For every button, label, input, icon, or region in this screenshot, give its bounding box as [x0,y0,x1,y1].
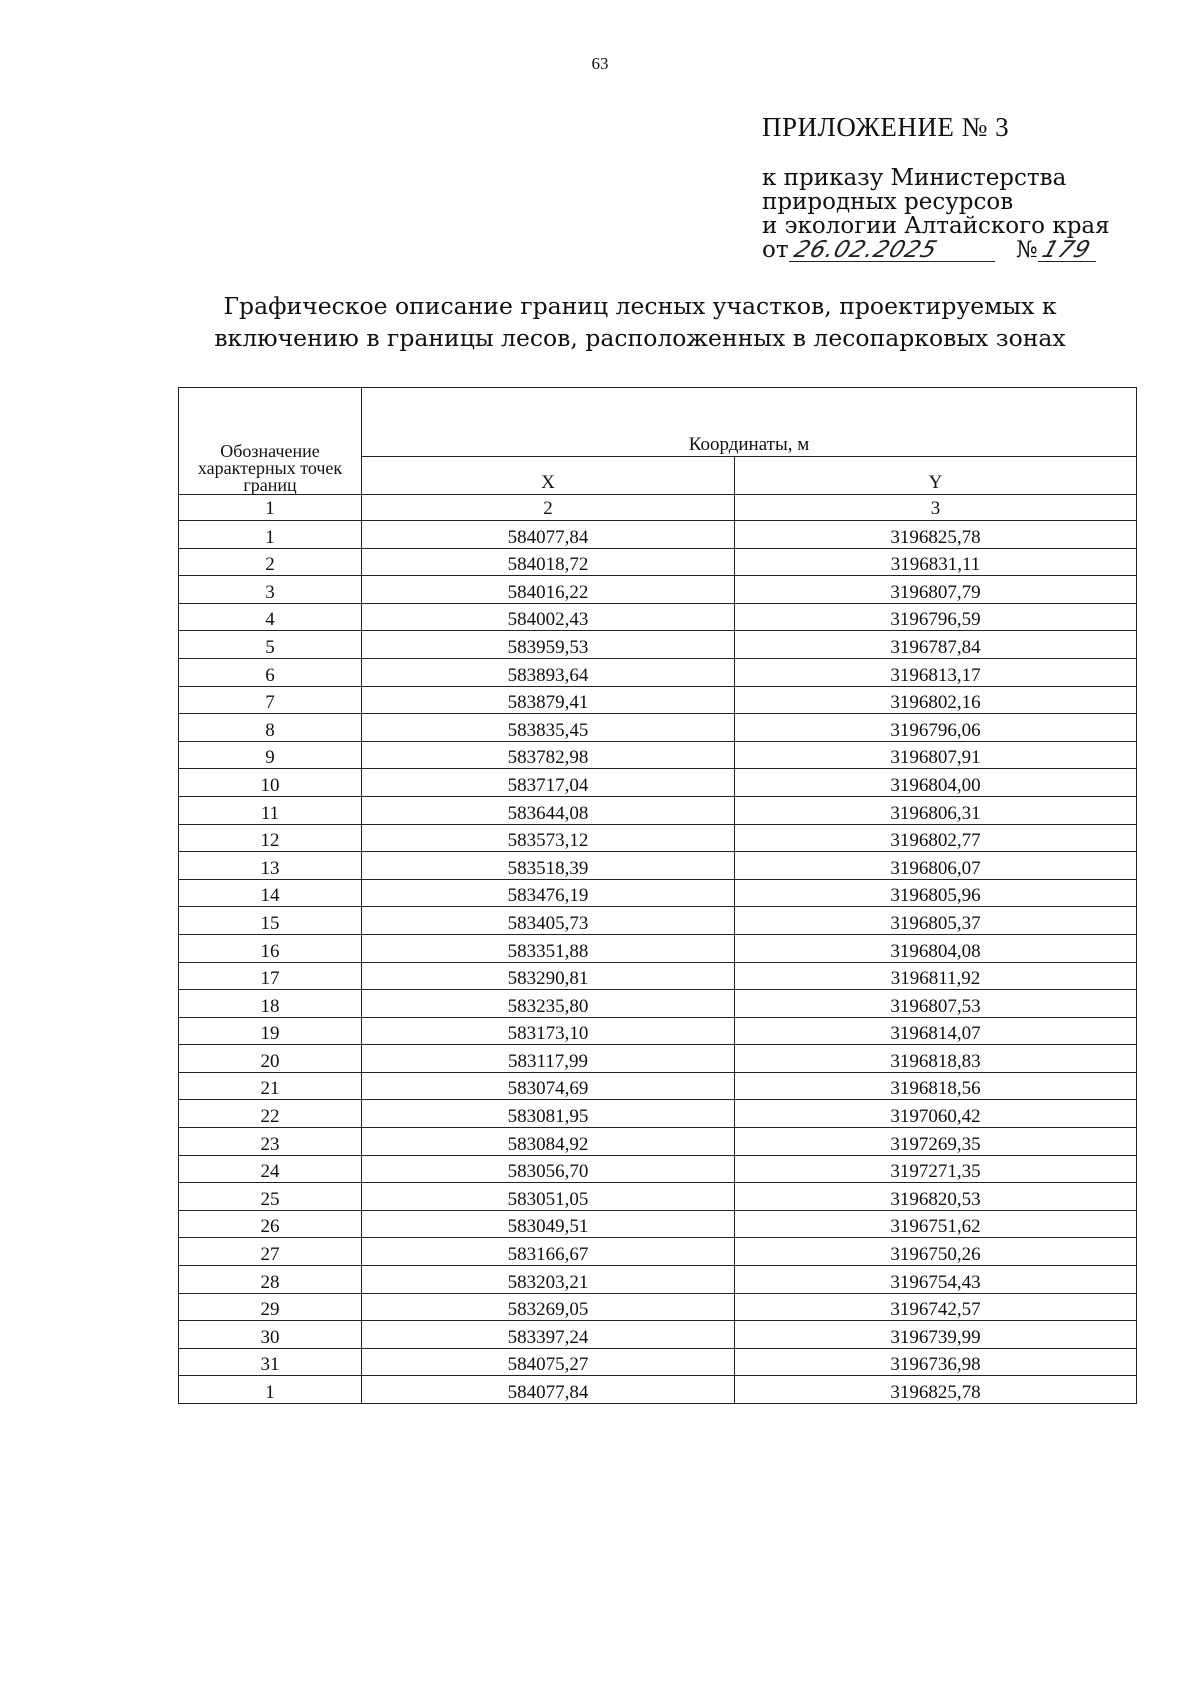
x-coordinate-cell: 584077,84 [362,1376,735,1404]
y-coordinate-cell: 3196750,26 [735,1238,1137,1266]
point-id-cell: 30 [179,1321,362,1349]
table-row [179,631,1137,659]
table-row [179,824,1137,852]
order-reference [762,166,1110,262]
x-coordinate-cell: 583117,99 [362,1045,735,1073]
x-coordinate-cell: 583074,69 [362,1072,735,1100]
x-coordinate-cell: 583717,04 [362,769,735,797]
y-coordinate-cell: 3196796,06 [735,714,1137,742]
x-coordinate-cell: 583290,81 [362,962,735,990]
point-id-cell: 15 [179,907,362,935]
table-row [179,1348,1137,1376]
table-row [179,714,1137,742]
point-id-cell: 12 [179,824,362,852]
y-coordinate-cell: 3196802,77 [735,824,1137,852]
x-coordinate-cell: 583351,88 [362,934,735,962]
point-id-cell: 14 [179,879,362,907]
header-coordinates: Координаты, м [362,388,1137,457]
order-ref-line-3: и экологии Алтайского края [762,213,1110,239]
point-id-cell: 25 [179,1183,362,1211]
date-prefix: от [762,237,789,263]
y-coordinate-cell: 3196820,53 [735,1183,1137,1211]
table-row [179,686,1137,714]
table-row [179,1266,1137,1294]
number-label: № [1015,237,1038,263]
order-number-field [1038,239,1096,262]
header-y: Y [735,456,1137,494]
x-coordinate-cell: 584075,27 [362,1348,735,1376]
table-row [179,603,1137,631]
table-row [179,1238,1137,1266]
y-coordinate-cell: 3196802,16 [735,686,1137,714]
document-heading [190,290,1090,354]
x-coordinate-cell: 584018,72 [362,548,735,576]
x-coordinate-cell: 583893,64 [362,658,735,686]
order-date-field [789,239,995,262]
y-coordinate-cell: 3196814,07 [735,1017,1137,1045]
appendix-title: ПРИЛОЖЕНИЕ № 3 [762,112,1010,142]
point-id-cell: 23 [179,1128,362,1156]
point-id-cell: 20 [179,1045,362,1073]
x-coordinate-cell: 584077,84 [362,521,735,549]
y-coordinate-cell: 3196811,92 [735,962,1137,990]
point-id-cell: 17 [179,962,362,990]
y-coordinate-cell: 3196805,37 [735,907,1137,935]
point-id-cell: 2 [179,548,362,576]
point-id-cell: 24 [179,1155,362,1183]
order-ref-line-2: природных ресурсов [762,189,1014,215]
y-coordinate-cell: 3196806,31 [735,796,1137,824]
column-number: 1 [179,495,362,521]
point-id-cell: 18 [179,990,362,1018]
table-row [179,1128,1137,1156]
y-coordinate-cell: 3196806,07 [735,852,1137,880]
y-coordinate-cell: 3196739,99 [735,1321,1137,1349]
y-coordinate-cell: 3196742,57 [735,1293,1137,1321]
x-coordinate-cell: 583084,92 [362,1128,735,1156]
x-coordinate-cell: 583235,80 [362,990,735,1018]
x-coordinate-cell: 583476,19 [362,879,735,907]
table-row [179,769,1137,797]
point-id-cell: 7 [179,686,362,714]
x-coordinate-cell: 583518,39 [362,852,735,880]
point-id-cell: 4 [179,603,362,631]
order-ref-line-1: к приказу Министерства [762,165,1067,191]
x-coordinate-cell: 583405,73 [362,907,735,935]
column-number: 3 [735,495,1137,521]
point-id-cell: 5 [179,631,362,659]
table-row [179,576,1137,604]
point-id-cell: 3 [179,576,362,604]
table-row [179,879,1137,907]
point-id-cell: 1 [179,1376,362,1404]
x-coordinate-cell: 583835,45 [362,714,735,742]
table-row [179,1017,1137,1045]
x-coordinate-cell: 583203,21 [362,1266,735,1294]
table-row [179,990,1137,1018]
x-coordinate-cell: 584016,22 [362,576,735,604]
y-coordinate-cell: 3197060,42 [735,1100,1137,1128]
coordinates-table [178,387,1137,1404]
y-coordinate-cell: 3196818,56 [735,1072,1137,1100]
point-id-cell: 27 [179,1238,362,1266]
table-row [179,521,1137,549]
table-row [179,548,1137,576]
point-id-cell: 29 [179,1293,362,1321]
column-number: 2 [362,495,735,521]
table-row [179,1376,1137,1404]
y-coordinate-cell: 3196804,08 [735,934,1137,962]
point-id-cell: 19 [179,1017,362,1045]
handwritten-date: 26.02.2025 [790,237,941,263]
heading-line-1: Графическое описание границ лесных участков, проектируемых к [223,292,1057,320]
x-coordinate-cell: 583879,41 [362,686,735,714]
handwritten-number: 179 [1038,237,1095,263]
point-id-cell: 6 [179,658,362,686]
header-x: X [362,456,735,494]
x-coordinate-cell: 583166,67 [362,1238,735,1266]
table-row [179,1183,1137,1211]
table-row [179,1072,1137,1100]
y-coordinate-cell: 3196787,84 [735,631,1137,659]
x-coordinate-cell: 583081,95 [362,1100,735,1128]
x-coordinate-cell: 583051,05 [362,1183,735,1211]
table-row [179,796,1137,824]
heading-line-2: включению в границы лесов, расположенных в лесопарковых зонах [214,324,1066,352]
point-id-cell: 13 [179,852,362,880]
y-coordinate-cell: 3196825,78 [735,1376,1137,1404]
y-coordinate-cell: 3196804,00 [735,769,1137,797]
y-coordinate-cell: 3196807,91 [735,741,1137,769]
x-coordinate-cell: 583959,53 [362,631,735,659]
y-coordinate-cell: 3196805,96 [735,879,1137,907]
table-row [179,658,1137,686]
table-row [179,907,1137,935]
point-id-cell: 28 [179,1266,362,1294]
y-coordinate-cell: 3196736,98 [735,1348,1137,1376]
y-coordinate-cell: 3197269,35 [735,1128,1137,1156]
y-coordinate-cell: 3196754,43 [735,1266,1137,1294]
table-row [179,1210,1137,1238]
point-id-cell: 1 [179,521,362,549]
table-row [179,1293,1137,1321]
table-row [179,1321,1137,1349]
y-coordinate-cell: 3196751,62 [735,1210,1137,1238]
x-coordinate-cell: 583056,70 [362,1155,735,1183]
point-id-cell: 31 [179,1348,362,1376]
y-coordinate-cell: 3196825,78 [735,521,1137,549]
x-coordinate-cell: 583573,12 [362,824,735,852]
table-row [179,1155,1137,1183]
point-id-cell: 10 [179,769,362,797]
y-coordinate-cell: 3196796,59 [735,603,1137,631]
y-coordinate-cell: 3196807,53 [735,990,1137,1018]
coordinates-body [179,521,1137,1404]
point-id-cell: 11 [179,796,362,824]
y-coordinate-cell: 3196831,11 [735,548,1137,576]
column-number-row [179,495,1137,521]
table-row [179,934,1137,962]
y-coordinate-cell: 3196813,17 [735,658,1137,686]
point-id-cell: 22 [179,1100,362,1128]
point-id-cell: 26 [179,1210,362,1238]
point-id-cell: 8 [179,714,362,742]
header-point-designation: Обозначение характерных точек границ [179,388,362,495]
y-coordinate-cell: 3197271,35 [735,1155,1137,1183]
x-coordinate-cell: 583049,51 [362,1210,735,1238]
x-coordinate-cell: 583782,98 [362,741,735,769]
y-coordinate-cell: 3196807,79 [735,576,1137,604]
order-date-line [762,238,1110,262]
x-coordinate-cell: 583397,24 [362,1321,735,1349]
point-id-cell: 21 [179,1072,362,1100]
point-id-cell: 16 [179,934,362,962]
table-row [179,962,1137,990]
y-coordinate-cell: 3196818,83 [735,1045,1137,1073]
x-coordinate-cell: 583173,10 [362,1017,735,1045]
table-row [179,1100,1137,1128]
page-number: 63 [591,54,609,73]
x-coordinate-cell: 583644,08 [362,796,735,824]
table-row [179,1045,1137,1073]
table-row [179,741,1137,769]
x-coordinate-cell: 584002,43 [362,603,735,631]
table-row [179,852,1137,880]
x-coordinate-cell: 583269,05 [362,1293,735,1321]
point-id-cell: 9 [179,741,362,769]
